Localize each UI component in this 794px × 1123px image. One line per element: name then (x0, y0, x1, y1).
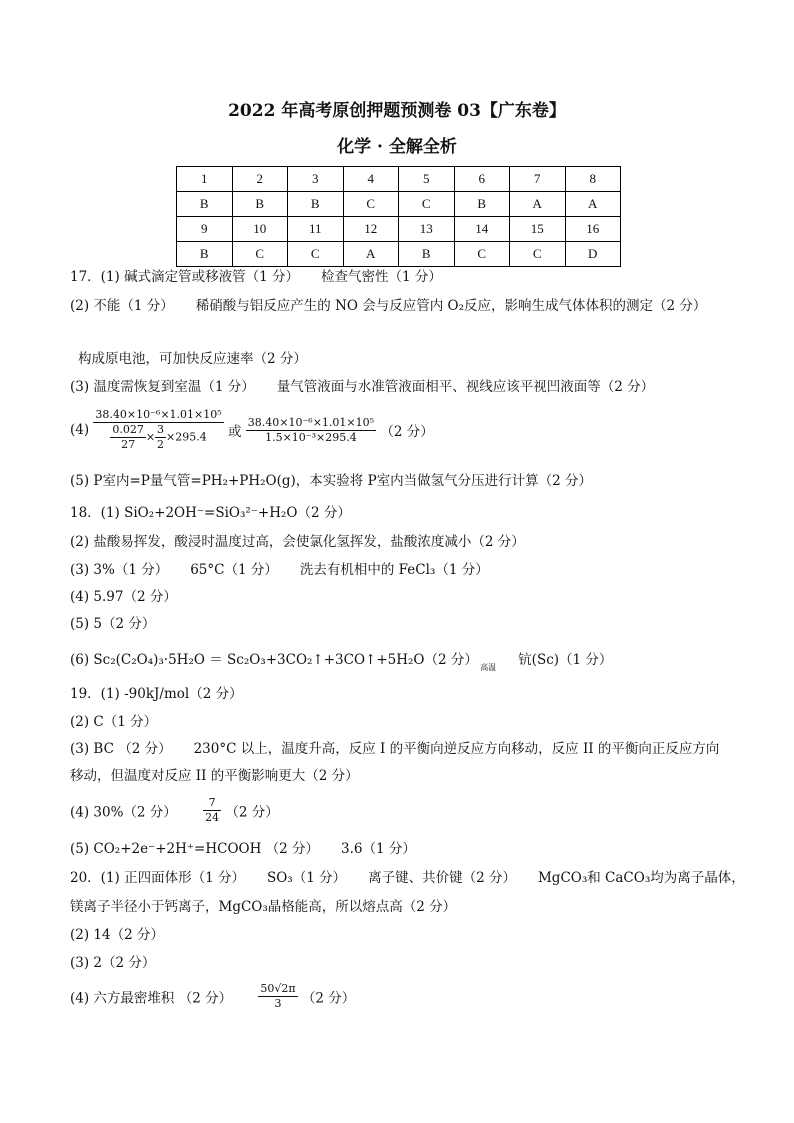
answer-table-cell: A (565, 192, 621, 217)
q19-part3-answer: (3) BC （2 分） (70, 741, 172, 757)
answer-table-cell: B (288, 192, 344, 217)
answer-table-cell: 7 (510, 167, 566, 192)
answer-table-cell: B (177, 192, 233, 217)
q18-part6-element: 钪(Sc)（1 分） (518, 652, 613, 668)
q19-part4-score: （2 分） (225, 804, 279, 821)
answer-table-cell: 12 (343, 217, 399, 242)
q19-line-4: 移动，但温度对反应 II 的平衡影响更大（2 分） (70, 768, 359, 784)
answer-table-cell: 10 (232, 217, 288, 242)
q19-part3-reason: 230°C 以上，温度升高，反应 I 的平衡向逆反应方向移动，反应 II 的平衡向正反应方向 (193, 741, 720, 757)
q19-fraction-numerator: 7 (203, 796, 221, 811)
answer-table-cell: B (232, 192, 288, 217)
q17-part2-answer: (2) 不能（1 分） (70, 298, 174, 314)
q20-fraction-denominator: 3 (274, 997, 282, 1010)
answer-table-cell: 16 (565, 217, 621, 242)
answer-table-cell: C (288, 242, 344, 267)
q18-reaction-condition: 高温 (480, 663, 497, 672)
answer-table-cell: 9 (177, 217, 233, 242)
page-title: 2022 年高考原创押题预测卷 03【广东卷】 (228, 101, 566, 121)
q17-part1-answer-b: 检查气密性（1 分） (320, 269, 442, 285)
q18-line-1: 18．(1) SiO₂+2OH⁻=SiO₃²⁻+H₂O（2 分） (70, 505, 351, 521)
q17-part4-label: (4) (70, 422, 90, 438)
q19-line-6 (70, 840, 416, 858)
q20-part1-d: MgCO₃和 CaCO₃均为离子晶体， (537, 870, 745, 886)
q20-line-4: (3) 2（2 分） (70, 955, 156, 971)
q17-part2-reason: 稀硝酸与铝反应产生的 NO 会与反应管内 O₂反应，影响生成气体体积的测定（2 分） (195, 298, 707, 314)
q20-fraction-numerator: 50√2π (260, 982, 296, 995)
answer-table-cell: 3 (288, 167, 344, 192)
q18-line-3 (70, 561, 489, 579)
q18-line-4: (4) 5.97（2 分） (70, 589, 177, 605)
q19-part4-a: (4) 30%（2 分） (70, 804, 177, 821)
q20-line-5 (70, 982, 355, 1011)
q18-line-2: (2) 盐酸易挥发，酸浸时温度过高，会使氯化氢挥发，盐酸浓度减小（2 分） (70, 534, 525, 550)
q17-line-1 (70, 268, 442, 286)
q19-line-1: 19．(1) -90kJ/mol（2 分） (70, 686, 243, 702)
answer-table-cell: 1 (177, 167, 233, 192)
answer-table-cell: 2 (232, 167, 288, 192)
answer-table-row (177, 192, 621, 217)
answer-table-cell: 5 (399, 167, 455, 192)
q17-fraction-2-denominator: 1.5×10⁻³×295.4 (265, 430, 357, 444)
answer-table-cell: B (177, 242, 233, 267)
answer-table-cell: C (232, 242, 288, 267)
q17-line-6: (5) P室内=P量气管=PH₂+PH₂O(g)，本实验将 P室内当做氢气分压进行计算（2 分） (70, 473, 593, 489)
q18-part3-c: 洗去有机相中的 FeCl₃（1 分） (299, 562, 489, 578)
q20-line-2: 镁离子半径小于钙离子，MgCO₃晶格能高，所以熔点高（2 分） (70, 899, 457, 915)
answer-table-cell: A (510, 192, 566, 217)
q17-fraction-1-numerator: 38.40×10⁻⁶×1.01×10⁵ (95, 408, 222, 421)
q19-line-3 (70, 740, 719, 758)
q20-part4-a: (4) 六方最密堆积 （2 分） (70, 990, 233, 1007)
answer-table-cell: 4 (343, 167, 399, 192)
answer-table-cell: B (454, 192, 510, 217)
q17-fraction-1-denominator: $\frac{0.027}{27}$ × $\frac{3}{2}$ ×295.4 (112, 423, 207, 451)
q20-line-1 (70, 869, 745, 887)
q17-line-3: 构成原电池，可加快反应速率（2 分） (78, 351, 307, 367)
q17-part3-answer: (3) 温度需恢复到室温（1 分） (70, 379, 255, 395)
answer-table-cell: 14 (454, 217, 510, 242)
q19-fraction-denominator: 24 (205, 811, 220, 824)
q17-line-2 (70, 297, 706, 315)
q17-part4-score: （2 分） (380, 424, 434, 440)
q17-inner-tail: ×295.4 (166, 430, 207, 444)
answer-table-cell: A (343, 242, 399, 267)
answer-table-row (177, 242, 621, 267)
answer-table-cell: 13 (399, 217, 455, 242)
q19-part5-value: 3.6（1 分） (341, 841, 416, 857)
q19-line-2: (2) C（1 分） (70, 714, 158, 730)
q17-part1-answer: 17．(1) 碱式滴定管或移液管（1 分） (70, 269, 299, 285)
q17-or-word: 或 (227, 424, 242, 440)
q20-part4-score: （2 分） (301, 990, 356, 1007)
page-subtitle: 化学 · 全解全析 (337, 137, 457, 157)
q19-part5-equation: (5) CO₂+2e⁻+2H⁺=HCOOH （2 分） (70, 841, 320, 857)
q17-part3-answer-b: 量气管液面与水准管液面相平、视线应该平视凹液面等（2 分） (276, 379, 655, 395)
q20-fraction (258, 982, 297, 1011)
q17-line-5-formula (70, 408, 434, 452)
q17-inner-b-den: 2 (157, 438, 165, 451)
answer-table (176, 166, 621, 267)
answer-table-cell: C (454, 242, 510, 267)
q20-part1-a: 20．(1) 正四面体形（1 分） (70, 870, 245, 886)
q17-inner-fraction-a (110, 423, 146, 452)
answer-table-cell: 8 (565, 167, 621, 192)
answer-table-cell: D (565, 242, 621, 267)
answer-table-cell: C (343, 192, 399, 217)
q18-line-5: (5) 5（2 分） (70, 616, 156, 632)
q18-part3-a: (3) 3%（1 分） (70, 562, 169, 578)
q19-fraction (203, 796, 221, 825)
answer-table-cell: C (399, 192, 455, 217)
q20-line-3: (2) 14（2 分） (70, 927, 164, 943)
answer-table-cell: 15 (510, 217, 566, 242)
q18-part3-b: 65°C（1 分） (190, 562, 278, 578)
answer-table-cell: B (399, 242, 455, 267)
q17-inner-b-num: 3 (157, 423, 165, 436)
q20-part1-b: SO₃（1 分） (266, 870, 347, 886)
answer-table-cell: 6 (454, 167, 510, 192)
q17-fraction-2-numerator: 38.40×10⁻⁶×1.01×10⁵ (247, 415, 375, 429)
q17-fraction-2 (246, 416, 376, 445)
answer-table-cell: 11 (288, 217, 344, 242)
q18-part6-equation: (6) Sc₂(C₂O₄)₃·5H₂O ＝ Sc₂O₃+3CO₂↑+3CO↑+5H₂O（2 分） (70, 652, 478, 668)
q17-fraction-1 (93, 408, 223, 452)
q17-inner-fraction-b (155, 423, 166, 452)
q17-inner-a-num: 0.027 (112, 423, 144, 436)
q20-part1-c: 离子键、共价键（2 分） (368, 870, 516, 886)
q17-line-4 (70, 378, 654, 396)
answer-table-row (177, 167, 621, 192)
q18-line-6 (70, 651, 612, 677)
answer-table-row (177, 217, 621, 242)
q19-line-5 (70, 796, 279, 825)
answer-table-cell: C (510, 242, 566, 267)
q17-inner-a-den: 27 (121, 438, 136, 451)
